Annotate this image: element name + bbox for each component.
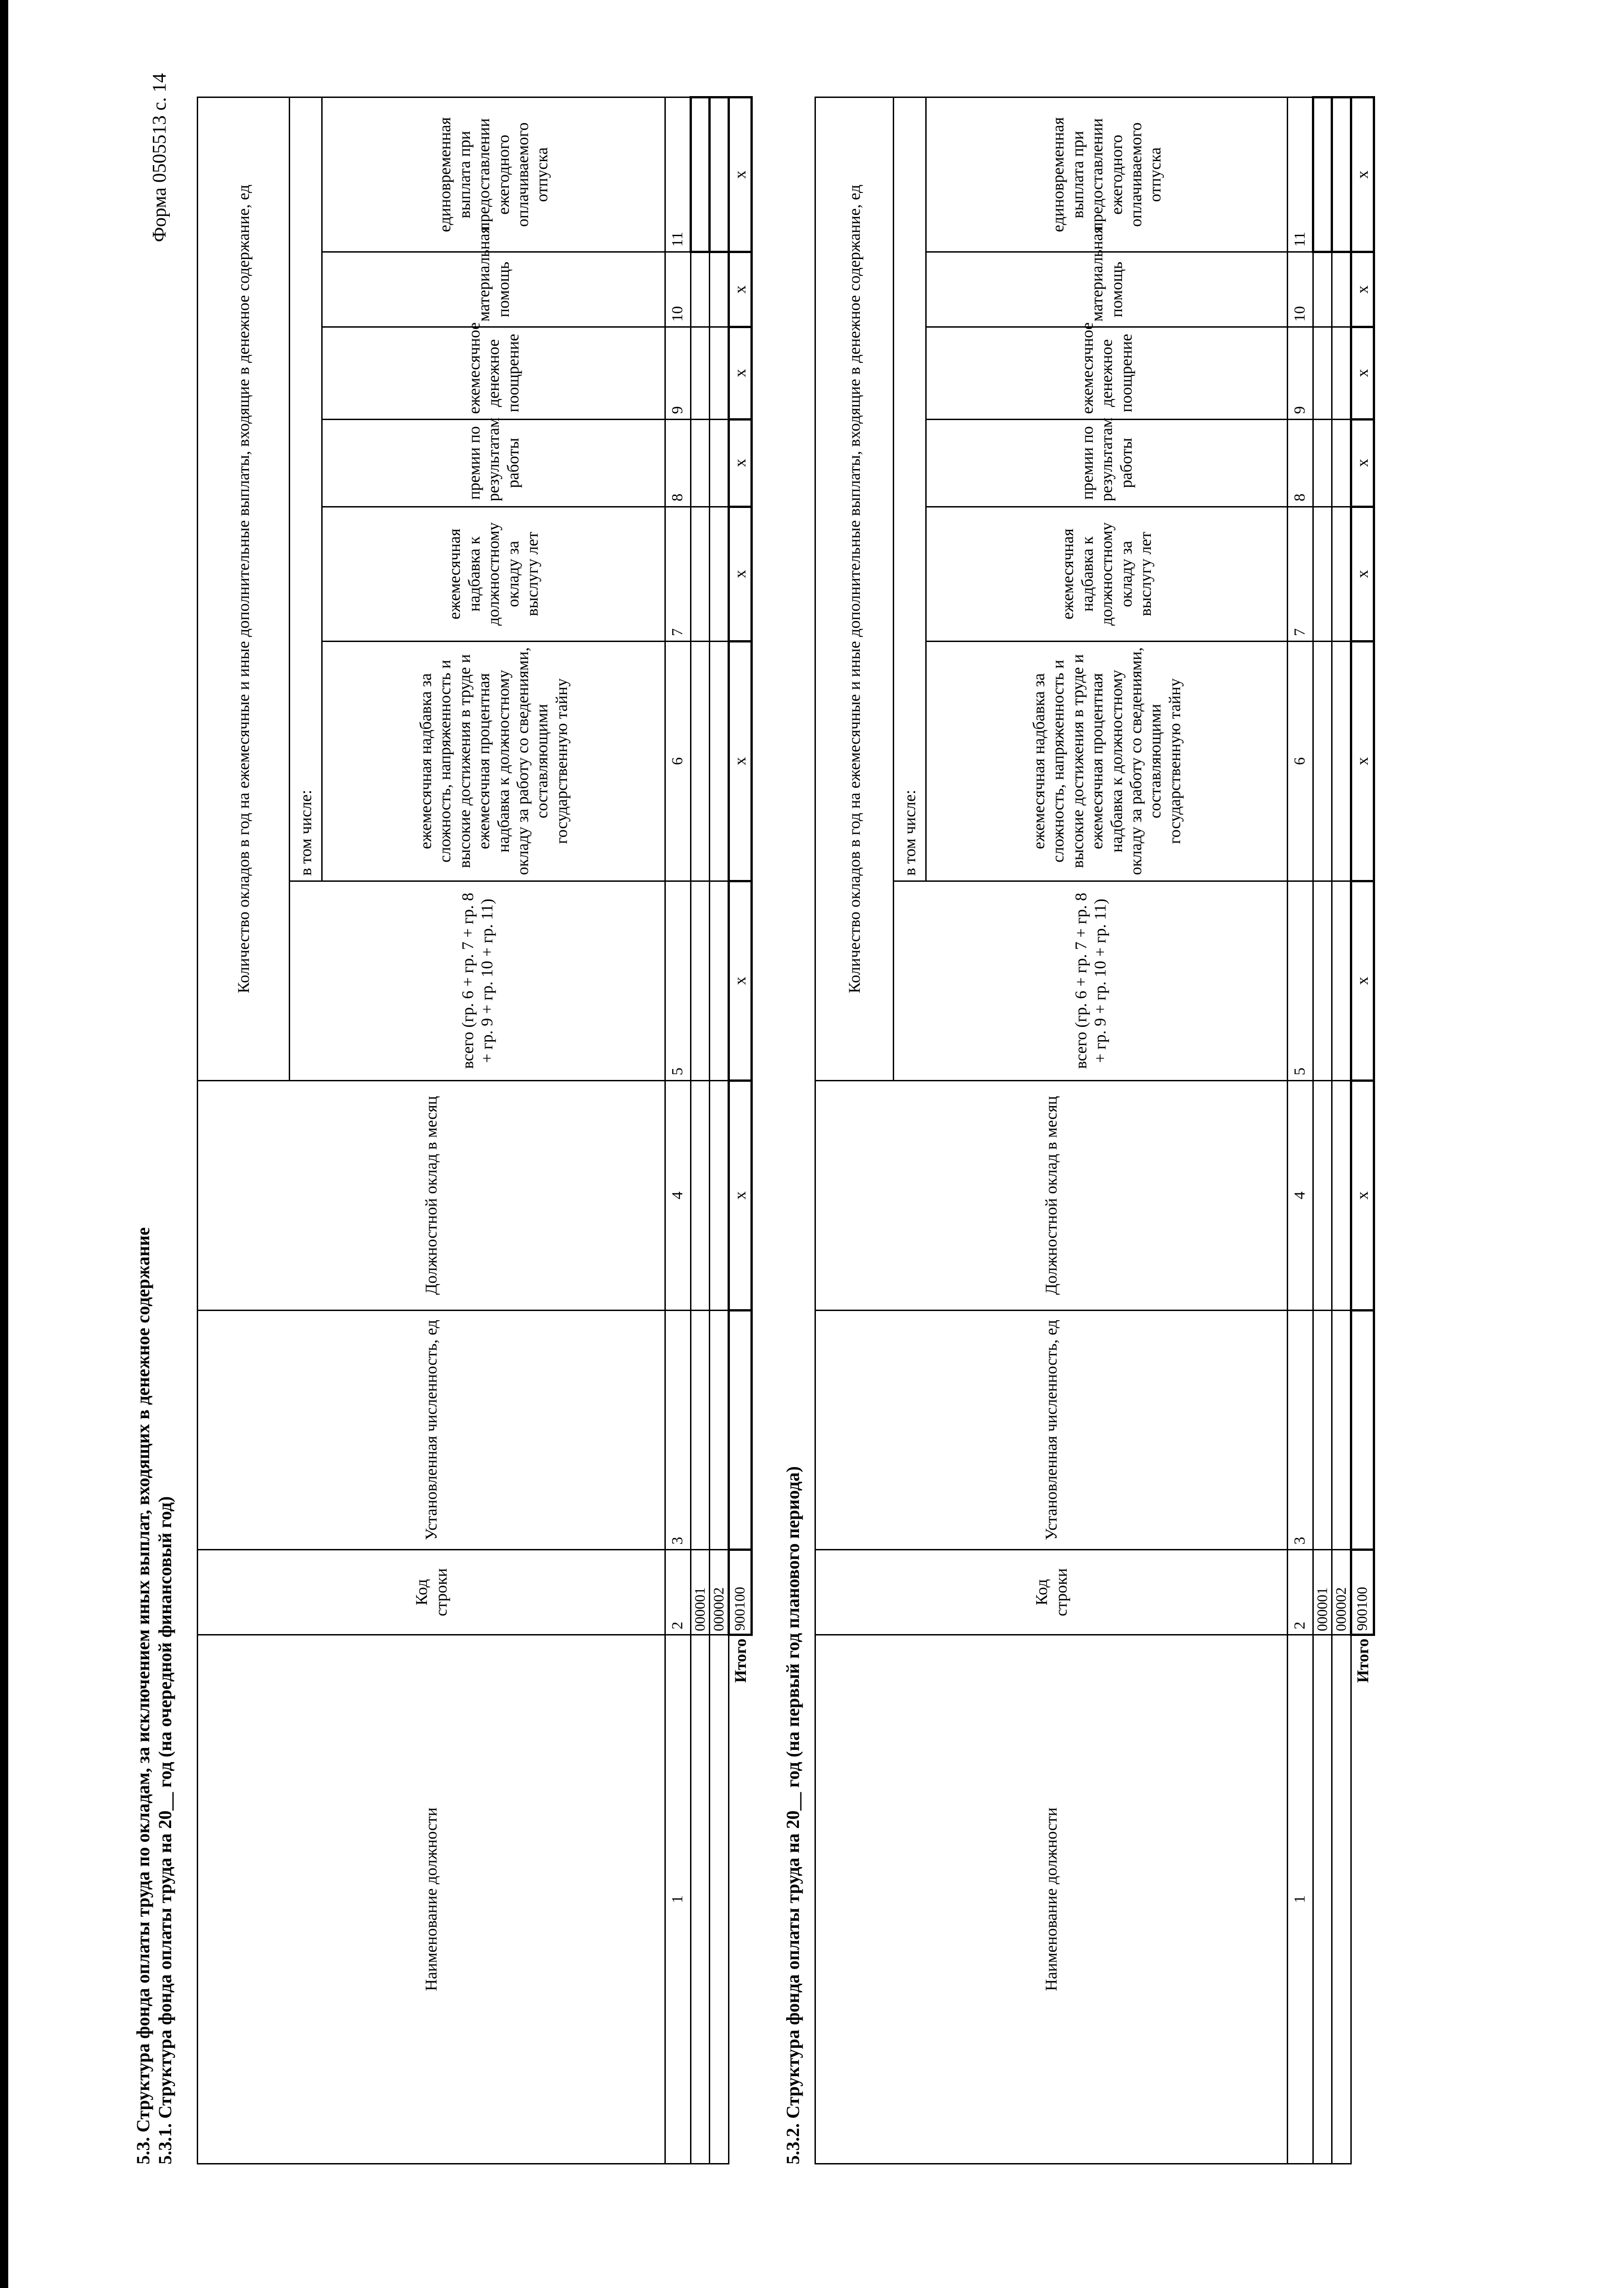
- col-header-staff: Установленная численность, ед: [198, 1310, 665, 1550]
- num-8: 8: [665, 419, 691, 507]
- total-staff[interactable]: [1351, 1310, 1374, 1550]
- cell-name[interactable]: [709, 1635, 728, 2164]
- cell-10[interactable]: [1332, 252, 1351, 327]
- cell-total[interactable]: [691, 881, 710, 1080]
- col-header-8: премии по результатам работы: [926, 419, 1288, 507]
- scan-edge: [0, 0, 8, 2288]
- num-5: 5: [1288, 881, 1313, 1080]
- row-code: 000002: [1332, 1550, 1351, 1635]
- cell-7[interactable]: [691, 507, 710, 642]
- total-salary-x: х: [1351, 1080, 1374, 1310]
- cell-7[interactable]: [1332, 507, 1351, 642]
- num-9: 9: [1288, 327, 1313, 419]
- table-row: [709, 97, 728, 2164]
- col-header-9: ежемесячное денежное поощрение: [926, 327, 1288, 419]
- cell-salary[interactable]: [1313, 1080, 1332, 1310]
- cell-9[interactable]: [709, 327, 728, 419]
- num-4: 4: [665, 1080, 691, 1310]
- total-8-x: х: [1351, 419, 1374, 507]
- total-6-x: х: [1351, 642, 1374, 881]
- table-row: [1313, 97, 1332, 2164]
- cell-6[interactable]: [709, 642, 728, 881]
- total-10-x: х: [1351, 252, 1374, 327]
- col-header-11: единовременная выплата при предоставлении ежегодного оплачиваемого отпуска: [322, 97, 665, 252]
- num-10: 10: [665, 252, 691, 327]
- total-label: Итого: [1351, 1635, 1374, 2164]
- cell-7[interactable]: [1313, 507, 1332, 642]
- table-5-3-2: [815, 96, 1375, 2164]
- total-8-x: х: [728, 419, 751, 507]
- cell-8[interactable]: [691, 419, 710, 507]
- cell-name[interactable]: [691, 1635, 710, 2164]
- table-row: [1332, 97, 1351, 2164]
- num-6: 6: [1288, 642, 1313, 881]
- num-4: 4: [1288, 1080, 1313, 1310]
- col-header-8: премии по результатам работы: [322, 419, 665, 507]
- cell-salary[interactable]: [709, 1080, 728, 1310]
- total-row: [1351, 97, 1374, 2164]
- num-11: 11: [665, 97, 691, 252]
- cell-name[interactable]: [1332, 1635, 1351, 2164]
- cell-10[interactable]: [691, 252, 710, 327]
- cell-name[interactable]: [1313, 1635, 1332, 2164]
- num-1: 1: [665, 1635, 691, 2164]
- cell-8[interactable]: [1313, 419, 1332, 507]
- total-row: [728, 97, 751, 2164]
- col-header-7: ежемесячная надбавка к должностному окладу за выслугу лет: [926, 507, 1288, 642]
- num-10: 10: [1288, 252, 1313, 327]
- cell-6[interactable]: [1332, 642, 1351, 881]
- num-5: 5: [665, 881, 691, 1080]
- col-header-7: ежемесячная надбавка к должностному окладу за выслугу лет: [322, 507, 665, 642]
- total-7-x: х: [1351, 507, 1374, 642]
- section-title: 5.3. Структура фонда оплаты труда по окладам, за исключением иных выплат, входящих в денежное содержание: [133, 1227, 153, 2164]
- col-header-11: единовременная выплата при предоставлении ежегодного оплачиваемого отпуска: [926, 97, 1288, 252]
- num-6: 6: [665, 642, 691, 881]
- total-11-x: х: [728, 97, 751, 252]
- num-7: 7: [1288, 507, 1313, 642]
- total-11-x: х: [1351, 97, 1374, 252]
- table1-title: 5.3.1. Структура фонда оплаты труда на 20__ год (на очередной финансовый год): [155, 1496, 175, 2164]
- col-header-code: Код строки: [815, 1550, 1288, 1635]
- col-header-group: Количество окладов в год на ежемесячные и иные дополнительные выплаты, входящие в денежное содержание, ед: [815, 97, 894, 1081]
- col-header-name: Наименование должности: [198, 1635, 665, 2164]
- cell-8[interactable]: [1332, 419, 1351, 507]
- col-header-6: ежемесячная надбавка за сложность, напряженность и высокие достижения в труде и ежемесячная процентная надбавка к должностному окладу за работу со сведениями, составляющими государственную тайну: [926, 642, 1288, 881]
- cell-staff[interactable]: [1332, 1310, 1351, 1550]
- num-1: 1: [1288, 1635, 1313, 2164]
- num-8: 8: [1288, 419, 1313, 507]
- col-header-subgroup: в том числе:: [894, 97, 926, 881]
- cell-9[interactable]: [1313, 327, 1332, 419]
- cell-staff[interactable]: [691, 1310, 710, 1550]
- total-code: 900100: [728, 1550, 751, 1635]
- col-header-staff: Установленная численность, ед: [815, 1310, 1288, 1550]
- table-5-3-1: [197, 96, 753, 2164]
- total-label: Итого: [728, 1635, 751, 2164]
- total-10-x: х: [728, 252, 751, 327]
- col-header-10: материальная помощь: [926, 252, 1288, 327]
- cell-salary[interactable]: [1332, 1080, 1351, 1310]
- row-code: 000001: [691, 1550, 710, 1635]
- col-header-6: ежемесячная надбавка за сложность, напряженность и высокие достижения в труде и ежемесячная процентная надбавка к должностному окладу за работу со сведениями, составляющими государственную тайну: [322, 642, 665, 881]
- col-header-group: Количество окладов в год на ежемесячные и иные дополнительные выплаты, входящие в денежное содержание, ед: [198, 97, 290, 1081]
- table-row: [691, 97, 710, 2164]
- cell-11[interactable]: [709, 97, 728, 252]
- cell-9[interactable]: [691, 327, 710, 419]
- num-9: 9: [665, 327, 691, 419]
- col-header-subgroup: в том числе:: [290, 97, 322, 881]
- form-page: [128, 23, 1419, 2164]
- col-header-name: Наименование должности: [815, 1635, 1288, 2164]
- cell-11[interactable]: [691, 97, 710, 252]
- total-9-x: х: [1351, 327, 1374, 419]
- cell-total[interactable]: [709, 881, 728, 1080]
- cell-staff[interactable]: [1313, 1310, 1332, 1550]
- col-header-9: ежемесячное денежное поощрение: [322, 327, 665, 419]
- num-2: 2: [665, 1550, 691, 1635]
- cell-10[interactable]: [709, 252, 728, 327]
- row-code: 000002: [709, 1550, 728, 1635]
- cell-11[interactable]: [1332, 97, 1351, 252]
- total-total-x: х: [728, 881, 751, 1080]
- row-code: 000001: [1313, 1550, 1332, 1635]
- col-header-code: Код строки: [198, 1550, 665, 1635]
- num-3: 3: [665, 1310, 691, 1550]
- cell-9[interactable]: [1332, 327, 1351, 419]
- total-code: 900100: [1351, 1550, 1374, 1635]
- total-6-x: х: [728, 642, 751, 881]
- total-salary-x: х: [728, 1080, 751, 1310]
- num-11: 11: [1288, 97, 1313, 252]
- col-header-total: всего (гр. 6 + гр. 7 + гр. 8 + гр. 9 + гр. 10 + гр. 11): [290, 881, 665, 1080]
- total-staff[interactable]: [728, 1310, 751, 1550]
- cell-6[interactable]: [1313, 642, 1332, 881]
- col-header-total: всего (гр. 6 + гр. 7 + гр. 8 + гр. 9 + гр. 10 + гр. 11): [894, 881, 1288, 1080]
- cell-6[interactable]: [691, 642, 710, 881]
- col-header-salary: Должностной оклад в месяц: [198, 1080, 665, 1310]
- num-3: 3: [1288, 1310, 1313, 1550]
- cell-salary[interactable]: [691, 1080, 710, 1310]
- col-header-10: материальная помощь: [322, 252, 665, 327]
- num-7: 7: [665, 507, 691, 642]
- col-header-salary: Должностной оклад в месяц: [815, 1080, 1288, 1310]
- total-total-x: х: [1351, 881, 1374, 1080]
- total-9-x: х: [728, 327, 751, 419]
- cell-10[interactable]: [1313, 252, 1332, 327]
- cell-total[interactable]: [1313, 881, 1332, 1080]
- cell-7[interactable]: [709, 507, 728, 642]
- cell-total[interactable]: [1332, 881, 1351, 1080]
- num-2: 2: [1288, 1550, 1313, 1635]
- table2-title: 5.3.2. Структура фонда оплаты труда на 20__ год (на первый год планового периода): [782, 1466, 803, 2164]
- cell-staff[interactable]: [709, 1310, 728, 1550]
- cell-11[interactable]: [1313, 97, 1332, 252]
- form-page-number: Форма 0505513 с. 14: [149, 73, 170, 243]
- cell-8[interactable]: [709, 419, 728, 507]
- total-7-x: х: [728, 507, 751, 642]
